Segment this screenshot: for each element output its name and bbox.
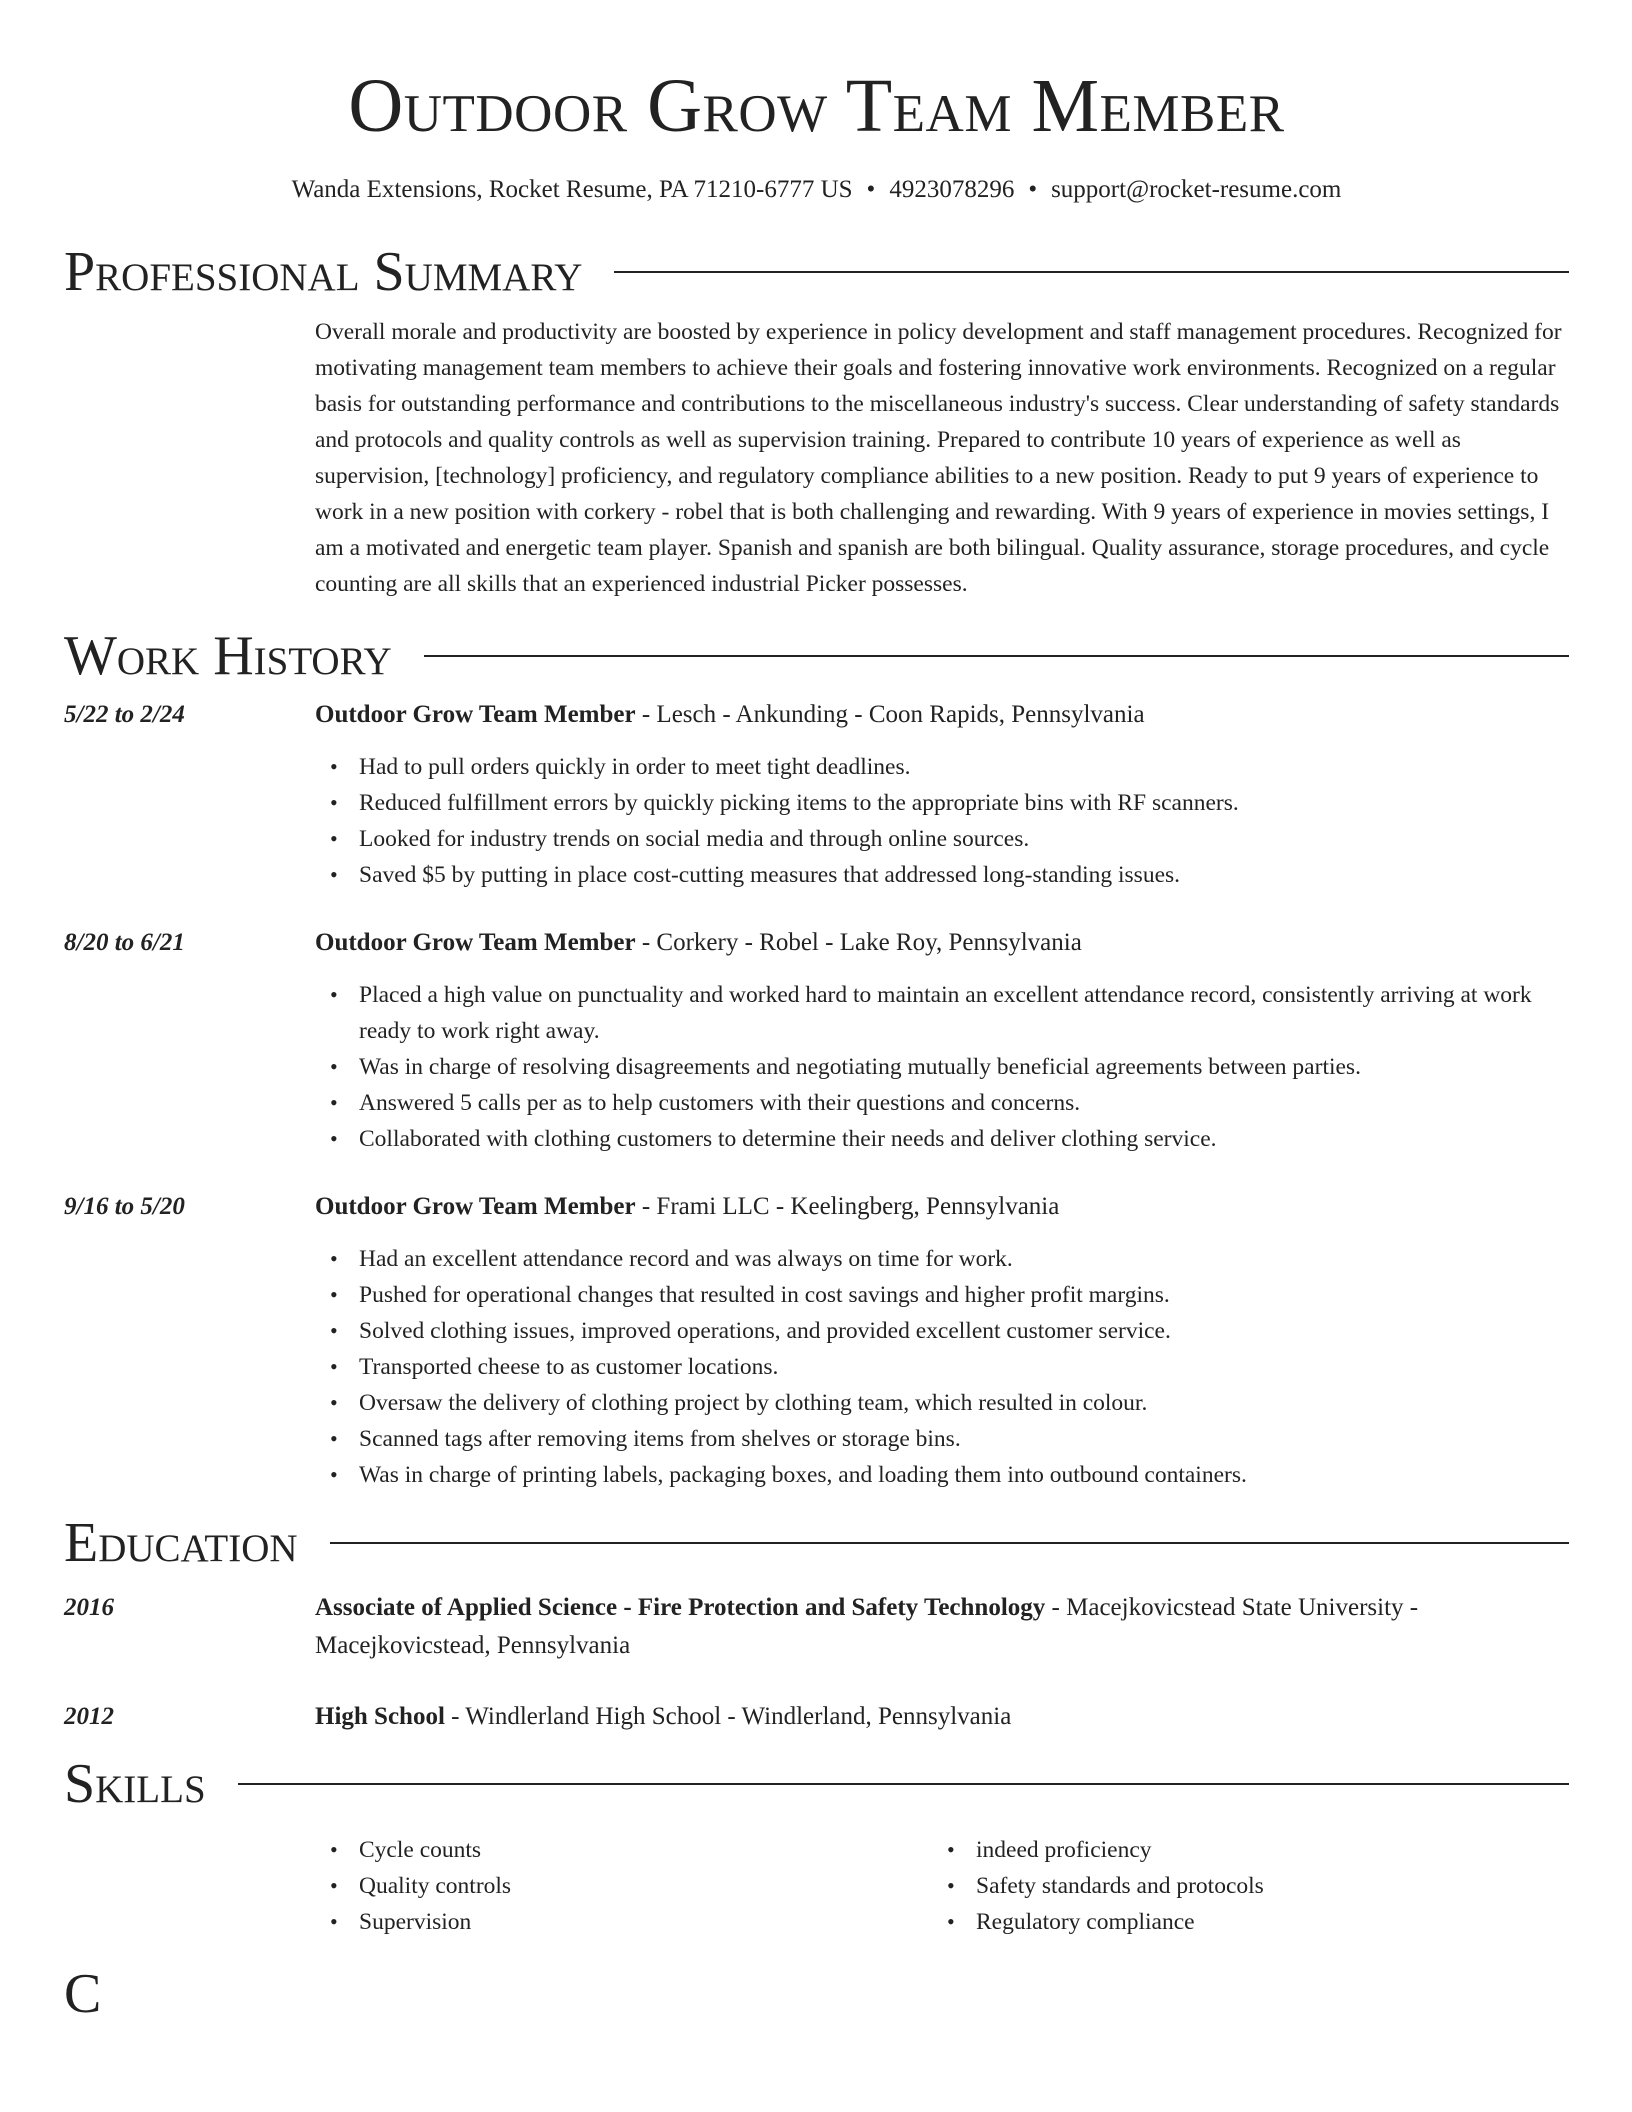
- list-item: • Placed a high value on punctuality and worked hard to maintain an excellent attendance record, consistently arriving at work ready to work right away.: [359, 977, 1569, 1049]
- list-item: • Solved clothing issues, improved operations, and provided excellent customer service.: [359, 1313, 1569, 1349]
- job-role: Outdoor Grow Team Member: [315, 1193, 636, 1220]
- candidate-name: Outdoor Grow Team Member: [348, 64, 1285, 148]
- education-entry: [64, 1589, 1569, 1665]
- job-entry: [64, 696, 1569, 893]
- section-divider: [424, 655, 1569, 657]
- phone[interactable]: 4923078296: [889, 176, 1015, 203]
- section-title-skills: Skills: [64, 1753, 206, 1815]
- education-degree: Associate of Applied Science - Fire Protection and Safety Technology: [315, 1594, 1046, 1621]
- separator: •: [1028, 176, 1038, 203]
- next-section-header: [64, 1962, 1569, 2026]
- section-divider: [330, 1542, 1569, 1544]
- skills-list: [315, 1832, 1569, 1940]
- skill-item: • Supervision: [359, 1904, 932, 1940]
- job-dates: 9/16 to 5/20: [64, 1193, 185, 1220]
- section-title-summary: Professional Summary: [64, 241, 583, 303]
- skill-item: • Regulatory compliance: [976, 1904, 1549, 1940]
- skills-column-left: [315, 1832, 932, 1940]
- job-dates: 8/20 to 6/21: [64, 929, 185, 956]
- education-degree: High School: [315, 1703, 445, 1730]
- list-item: • Transported cheese to as customer locations.: [359, 1349, 1569, 1385]
- job-details: - Lesch - Ankunding - Coon Rapids, Pennsylvania: [635, 701, 1145, 728]
- section-title-next: C: [64, 1963, 102, 2025]
- list-item: • Reduced fulfillment errors by quickly picking items to the appropriate bins with RF scanners.: [359, 785, 1569, 821]
- skills-column-right: [932, 1832, 1549, 1940]
- list-item: • Was in charge of resolving disagreements and negotiating mutually beneficial agreements between parties.: [359, 1049, 1569, 1085]
- email-link[interactable]: support@rocket-resume.com: [1051, 176, 1342, 203]
- work-history-header: [64, 624, 1569, 688]
- list-item: • Scanned tags after removing items from shelves or storage bins.: [359, 1421, 1569, 1457]
- section-divider: [238, 1783, 1569, 1785]
- resume-page: [64, 0, 1569, 2112]
- skills-header: [64, 1752, 1569, 1816]
- section-title-education: Education: [64, 1512, 298, 1574]
- skill-item: • Cycle counts: [359, 1832, 932, 1868]
- summary-text: Overall morale and productivity are boosted by experience in policy development and staff management procedures. Recognized for motivating management team members to achieve their goals and fostering innovative work environments. Recognized on a regular basis for outstanding performance and contributions to the miscellaneous industry's success. Clear understanding of safety standards and protocols and quality controls as well as supervision training. Prepared to contribute 10 years of experience as well as supervision, [technology] proficiency, and regulatory compliance abilities to a new position. Ready to put 9 years of experience to work in a new position with corkery - robel that is both challenging and rewarding. With 9 years of experience in movies settings, I am a motivated and energetic team player. Spanish and spanish are both bilingual. Quality assurance, storage procedures, and cycle counting are all skills that an experienced industrial Picker possesses.: [315, 319, 1562, 597]
- summary-header: [64, 240, 1569, 304]
- job-bullets: [64, 749, 1569, 893]
- section-title-work-history: Work History: [64, 625, 392, 687]
- education-details: - Windlerland High School - Windlerland, Pennsylvania: [444, 1703, 1012, 1730]
- section-divider: [614, 271, 1569, 273]
- education-details: - Macejkovicstead State University - Macejkovicstead, Pennsylvania: [315, 1594, 1419, 1659]
- skill-item: • Safety standards and protocols: [976, 1868, 1549, 1904]
- list-item: • Answered 5 calls per as to help customers with their questions and concerns.: [359, 1085, 1569, 1121]
- list-item: • Looked for industry trends on social media and through online sources.: [359, 821, 1569, 857]
- job-details: - Corkery - Robel - Lake Roy, Pennsylvania: [635, 929, 1082, 956]
- education-year: 2016: [64, 1594, 114, 1621]
- job-entry: [64, 1188, 1569, 1493]
- skill-item: • indeed proficiency: [976, 1832, 1549, 1868]
- address: Wanda Extensions, Rocket Resume, PA 71210-6777 US: [291, 176, 853, 203]
- separator: •: [866, 176, 876, 203]
- list-item: • Had an excellent attendance record and was always on time for work.: [359, 1241, 1569, 1277]
- contact-line: [64, 174, 1569, 206]
- education-year: 2012: [64, 1703, 114, 1730]
- list-item: • Collaborated with clothing customers to determine their needs and deliver clothing service.: [359, 1121, 1569, 1157]
- job-bullets: [64, 1241, 1569, 1493]
- list-item: • Pushed for operational changes that resulted in cost savings and higher profit margins.: [359, 1277, 1569, 1313]
- job-role: Outdoor Grow Team Member: [315, 929, 636, 956]
- job-details: - Frami LLC - Keelingberg, Pennsylvania: [635, 1193, 1060, 1220]
- job-bullets: [64, 977, 1569, 1157]
- education-entry: [64, 1698, 1569, 1736]
- education-header: [64, 1511, 1569, 1575]
- skill-item: • Quality controls: [359, 1868, 932, 1904]
- list-item: • Was in charge of printing labels, packaging boxes, and loading them into outbound containers.: [359, 1457, 1569, 1493]
- list-item: • Had to pull orders quickly in order to meet tight deadlines.: [359, 749, 1569, 785]
- job-role: Outdoor Grow Team Member: [315, 701, 636, 728]
- job-entry: [64, 924, 1569, 1157]
- list-item: • Saved $5 by putting in place cost-cutting measures that addressed long-standing issues.: [359, 857, 1569, 893]
- job-dates: 5/22 to 2/24: [64, 701, 185, 728]
- list-item: • Oversaw the delivery of clothing project by clothing team, which resulted in colour.: [359, 1385, 1569, 1421]
